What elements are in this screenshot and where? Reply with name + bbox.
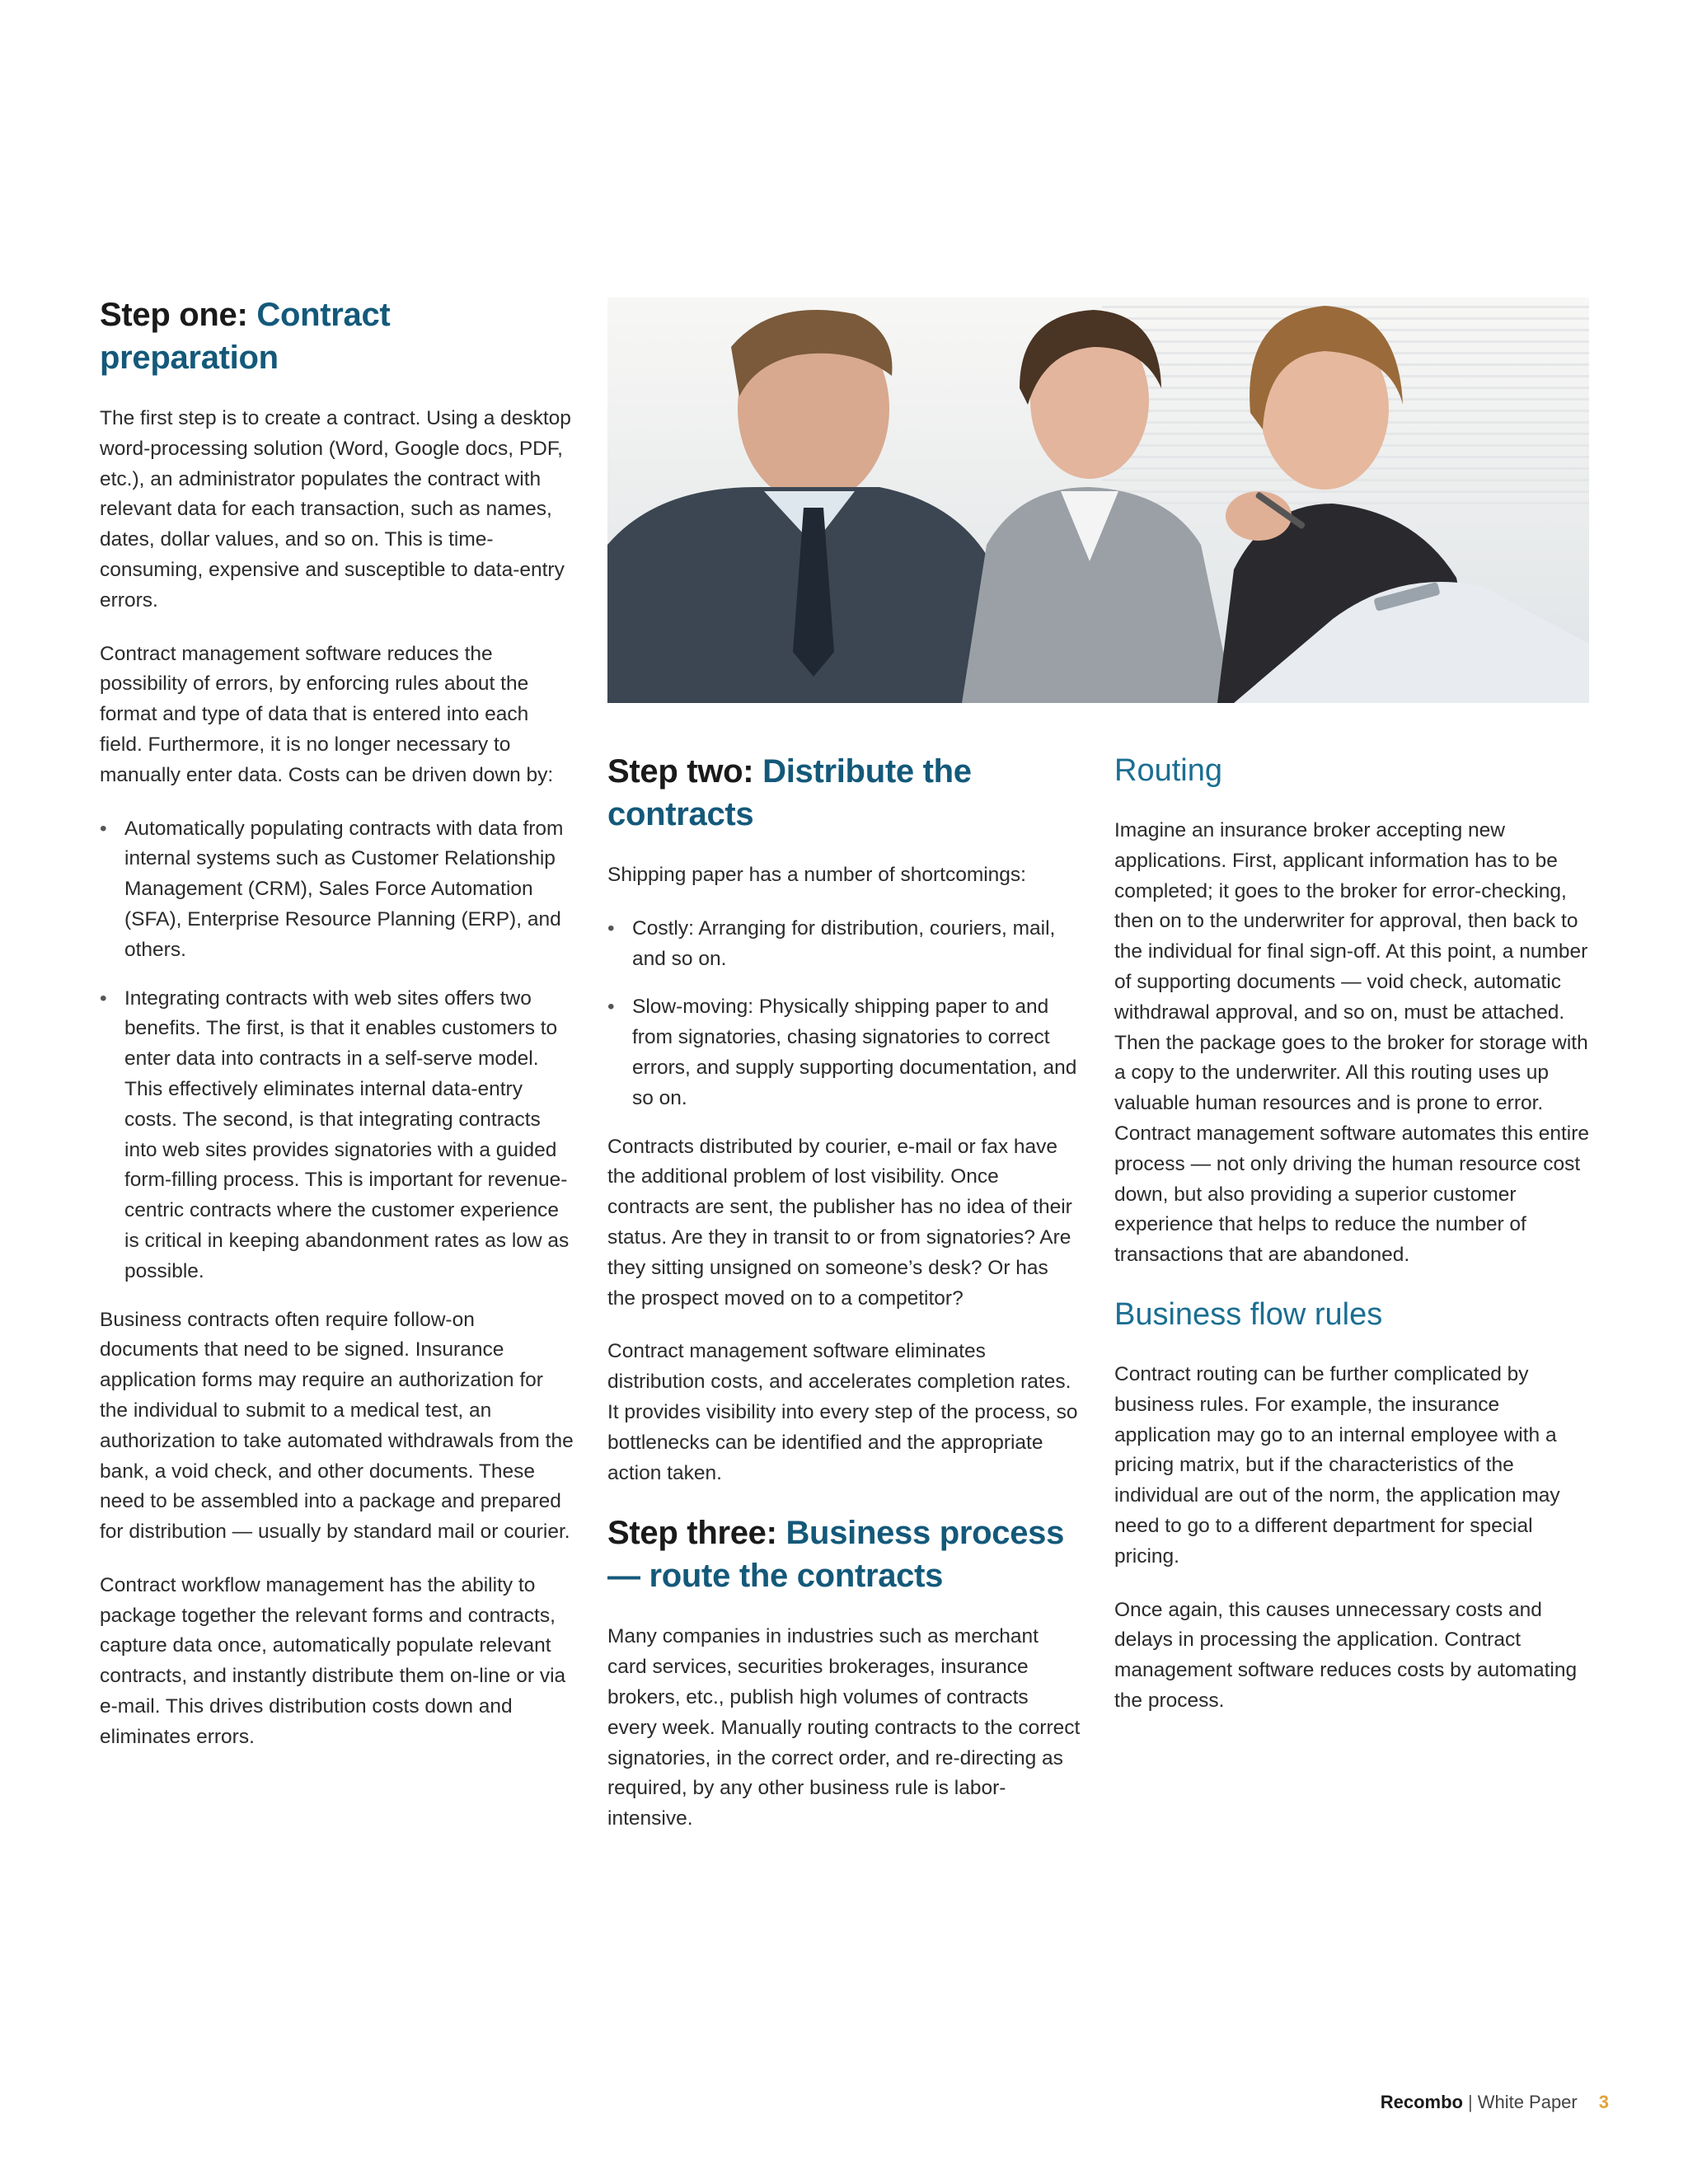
step-three-heading	[607, 1511, 1081, 1597]
step-one-heading-highlight: Contract preparation	[100, 297, 391, 376]
step-three-heading-highlight: Business process — route the contracts	[607, 1515, 1065, 1595]
footer-label: White Paper	[1477, 2092, 1578, 2112]
footer-brand: Recombo	[1380, 2092, 1463, 2112]
step-three-paragraph-1: Many companies in industries such as merchant card services, securities brokerages, insurance brokers, etc., publish high volumes of contracts every week. Manually routing contracts to the correct signatories, in the correct order, and re-directing as required, by any other business rule is labor-intensive.	[607, 1625, 1081, 1830]
photo-illustration	[607, 298, 1589, 703]
column-left	[100, 293, 574, 1776]
business-flow-paragraph-2: Once again, this causes unnecessary costs and delays in processing the application. Contract management software reduces costs by automating the process.	[1114, 1598, 1578, 1712]
column-middle	[607, 750, 1081, 1858]
routing-heading: Routing	[1114, 753, 1222, 788]
business-team-photo	[607, 298, 1589, 703]
step-one-bullet-list	[100, 814, 574, 1287]
step-two-bullet-item: • Slow-moving: Physically shipping paper to and from signatories, chasing signatories to correct errors, and supply supporting documentation, and so on.	[607, 992, 1081, 1113]
step-two-paragraph-3: Contract management software eliminates distribution costs, and accelerates completion rates. It provides visibility into every step of the process, so bottlenecks can be identified and the appropriate action taken.	[607, 1340, 1078, 1484]
column-right	[1114, 750, 1592, 1740]
page-footer	[1381, 2090, 1609, 2115]
step-three-heading-prefix: Step three:	[607, 1515, 777, 1552]
routing-paragraph-1: Imagine an insurance broker accepting new applications. First, applicant information has to be completed; it goes to the broker for error-checking, then on to the underwriter for approval, then back to the individual for final sign-off. At this point, a number of supporting documents — void check, automatic withdrawal approval, and so on, must be attached. Then the package goes to the broker for storage with a copy to the underwriter. All this routing uses up valuable human resources and is prone to error. Contract management software automates this entire process — not only driving the human resource cost down, but also providing a superior customer experience that helps to reduce the number of transactions that are abandoned.	[1114, 819, 1590, 1267]
business-flow-heading: Business flow rules	[1114, 1296, 1383, 1332]
step-two-bullet-list	[607, 914, 1081, 1114]
page-number: 3	[1598, 2092, 1609, 2112]
step-two-heading-highlight: Distribute the contracts	[607, 753, 972, 832]
business-flow-paragraph-1: Contract routing can be further complicated by business rules. For example, the insurance application may go to an internal employee with a pricing matrix, but if the characteristics of the individual are out of the norm, the application may need to go to a different department for special pricing.	[1114, 1362, 1560, 1568]
footer-separator: |	[1467, 2092, 1473, 2112]
step-two-heading-prefix: Step two:	[607, 753, 754, 790]
step-two-paragraph-1: Shipping paper has a number of shortcomings:	[607, 864, 1026, 886]
step-one-paragraph-3: Business contracts often require follow-on documents that need to be signed. Insurance application forms may require an authorization for the individual to submit to a medical test, an authorization to take automated withdrawals from the bank, a void check, and other documents. These need to be assembled into a package and prepared for distribution — usually by standard mail or courier.	[100, 1308, 574, 1544]
step-two-heading	[607, 750, 1081, 836]
step-two-bullet-item: • Costly: Arranging for distribution, couriers, mail, and so on.	[607, 914, 1081, 975]
step-one-heading-prefix: Step one:	[100, 297, 248, 333]
step-one-paragraph-4: Contract workflow management has the ability to package together the relevant forms and contracts, capture data once, automatically populate relevant contracts, and instantly distribute them on-line or via e-mail. This drives distribution costs down and eliminates errors.	[100, 1573, 566, 1748]
step-one-bullet-item: • Automatically populating contracts with data from internal systems such as Customer Relationship Management (CRM), Sales Force Automation (SFA), Enterprise Resource Planning (ERP), and others.	[100, 814, 574, 966]
step-one-paragraph-1: The first step is to create a contract. Using a desktop word-processing solution (Word, Google docs, PDF, etc.), an administrator populates the contract with relevant data for each transaction, such as names, dates, dollar values, and so on. This is time-consuming, expensive and susceptible to data-entry errors.	[100, 407, 571, 612]
step-one-heading	[100, 293, 574, 379]
step-one-paragraph-2: Contract management software reduces the possibility of errors, by enforcing rules about the format and type of data that is entered into each field. Furthermore, it is no longer necessary to manually enter data. Costs can be driven down by:	[100, 642, 554, 786]
step-one-bullet-item: • Integrating contracts with web sites offers two benefits. The first, is that it enables customers to enter data into contracts in a self-serve model. This effectively eliminates internal data-entry costs. The second, is that integrating contracts into web sites provides signatories with a guided form-filling process. This is important for revenue-centric contracts where the customer experience is critical in keeping abandonment rates as low as possible.	[100, 984, 574, 1287]
step-two-paragraph-2: Contracts distributed by courier, e-mail or fax have the additional problem of lost visibility. Once contracts are sent, the publisher has no idea of their status. Are they in transit to or from signatories? Are they sitting unsigned on someone’s desk? Or has the prospect moved on to a competitor?	[607, 1135, 1072, 1310]
